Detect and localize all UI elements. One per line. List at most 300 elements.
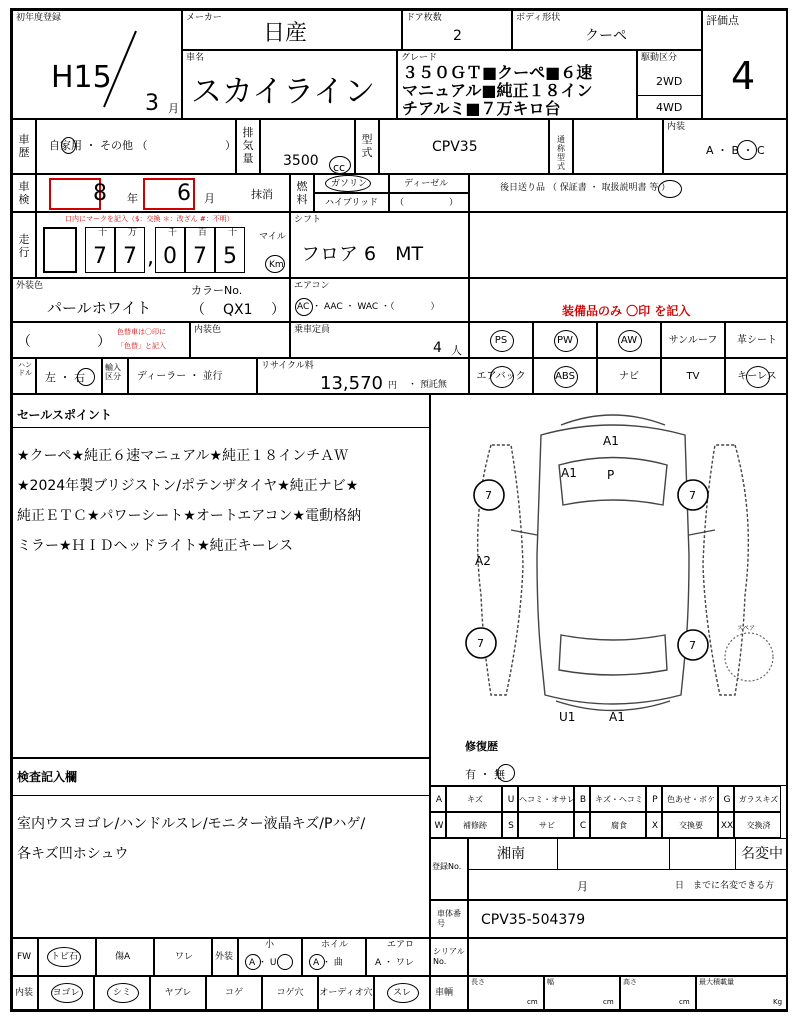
interior-item-label: シミ bbox=[112, 988, 131, 998]
ext-wheel-circle bbox=[309, 954, 325, 970]
front-bumper bbox=[561, 415, 665, 425]
maker-cell bbox=[182, 10, 402, 50]
fuel-gasoline-cell bbox=[314, 174, 389, 193]
drive-label: 駆動区分 bbox=[641, 53, 678, 63]
history-text: 自家用 ・ その他 （ bbox=[49, 139, 148, 152]
first-reg-year: H15 bbox=[51, 60, 112, 95]
interior-cell bbox=[663, 119, 788, 174]
displacement-value: 3500 bbox=[283, 153, 319, 169]
notes-line-1: 室内ウスヨゴレ/ハンドルスレ/モニター液晶キズ/Pハゲ/ bbox=[17, 816, 366, 832]
notes-cell bbox=[12, 758, 430, 938]
odo-digit-4: 5 bbox=[223, 244, 237, 269]
fuel-label-cell bbox=[290, 174, 314, 212]
deregistered: 抹消 bbox=[251, 188, 273, 201]
fw-crack: ワレ bbox=[175, 952, 194, 962]
ac-label: エアコン bbox=[294, 281, 330, 291]
import-label-cell bbox=[102, 358, 128, 394]
load-unit: Kg bbox=[773, 998, 783, 1006]
model-label: 型式 bbox=[361, 133, 373, 159]
ext-wheel-value: A ・ 曲 bbox=[313, 958, 343, 968]
interior-item-circle bbox=[387, 983, 419, 1003]
reg-region: 湘南 bbox=[497, 846, 525, 862]
bottom-ext-label: 外装 bbox=[215, 952, 234, 962]
legend-code bbox=[430, 812, 446, 838]
inspection-year: 8 bbox=[93, 181, 107, 206]
history-circle bbox=[61, 137, 76, 154]
odometer-cell bbox=[36, 212, 290, 278]
odo-comma: , bbox=[147, 245, 154, 270]
int-color-label: 内装色 bbox=[194, 325, 222, 335]
interior-item-3 bbox=[206, 976, 262, 1010]
repair-circle bbox=[497, 764, 515, 782]
legend-desc-text: ヘコミ・オサレ bbox=[519, 795, 575, 804]
reg-label-cell bbox=[430, 838, 468, 900]
ext-small-label: 小 bbox=[265, 940, 275, 950]
legend-code-text: U bbox=[507, 795, 515, 805]
equip-abs bbox=[533, 358, 597, 394]
legend-code bbox=[502, 812, 518, 838]
equip-leather-label: 革シート bbox=[737, 335, 777, 346]
mark-u1-rear: U1 bbox=[559, 710, 576, 724]
ext-small-value: A ・ U bbox=[249, 958, 277, 968]
notes-label: 検査記入欄 bbox=[17, 770, 78, 784]
equip-keyless-circle bbox=[746, 366, 770, 388]
legend-code-text: G bbox=[723, 795, 731, 805]
common-model-label-cell bbox=[549, 119, 573, 174]
equip-ps-label: PS bbox=[494, 335, 508, 346]
fw-item-1 bbox=[96, 938, 154, 976]
sales-points-label: セールスポイント bbox=[17, 408, 112, 422]
ext-aero-label: エアロ bbox=[387, 940, 415, 950]
size-label: 車輌 bbox=[435, 988, 454, 998]
grade-label: グレード bbox=[401, 53, 438, 63]
legend-desc-text: キズ bbox=[467, 795, 483, 804]
chassis-value: CPV35-504379 bbox=[481, 912, 586, 928]
displacement-label: 排気量 bbox=[242, 126, 254, 165]
fuel-circle bbox=[325, 175, 371, 192]
body-cell bbox=[512, 10, 702, 50]
odo-unit-3: 百 bbox=[198, 228, 208, 238]
width-label: 幅 bbox=[547, 978, 554, 986]
fuel-hybrid-cell bbox=[314, 193, 389, 212]
fw-label-cell bbox=[12, 938, 38, 976]
reg-day-text: 日 までに名変できる方 bbox=[675, 881, 775, 891]
ac-circle bbox=[295, 298, 313, 316]
chassis-label: 車体番号 bbox=[437, 909, 461, 928]
drive-2wd: 2WD bbox=[656, 75, 683, 88]
legend-desc bbox=[446, 812, 502, 838]
sales-line-4: ミラー★ＨＩＤヘッドライト★純正キーレス bbox=[17, 538, 293, 554]
handle-circle bbox=[77, 368, 95, 386]
month-unit: 月 bbox=[168, 102, 179, 115]
cc-close: ） bbox=[97, 334, 111, 350]
auction-sheet bbox=[10, 8, 788, 1012]
equip-abs-circle bbox=[554, 366, 578, 388]
color-change-note-1: 色替車は〇印に bbox=[117, 328, 166, 336]
equip-navi bbox=[597, 358, 661, 394]
ext-aero-cell bbox=[366, 938, 430, 976]
interior-item-circle bbox=[51, 983, 83, 1003]
interior-item-label: コゲ穴 bbox=[276, 988, 304, 998]
equip-note-cell bbox=[469, 278, 788, 322]
ext-wheel-cell bbox=[302, 938, 366, 976]
tire-label-rr: 7 bbox=[689, 639, 696, 652]
history-cell bbox=[36, 119, 236, 174]
color-no-label: カラーNo. bbox=[191, 284, 243, 297]
odo-digit-2: 0 bbox=[163, 244, 177, 269]
odo-box-3 bbox=[155, 227, 185, 273]
height-label: 高さ bbox=[623, 978, 637, 986]
post-delivery-text: 後日送り品 （ 保証書 ・ 取扱説明書 等 ） bbox=[500, 183, 671, 193]
odo-box-0 bbox=[43, 227, 77, 273]
spare-label: スペア bbox=[737, 625, 756, 632]
sales-line-3: 純正ＥＴＣ★パワーシート★オートエアコン★電動格納 bbox=[17, 508, 362, 524]
width-cell bbox=[544, 976, 620, 1010]
equip-sunroof bbox=[661, 322, 725, 358]
handle-value: 左 ・ 右 bbox=[45, 371, 85, 384]
mark-p-hood: P bbox=[607, 468, 615, 482]
equip-aw-label: AW bbox=[620, 335, 638, 346]
fuel-diesel-cell bbox=[389, 174, 469, 193]
displacement-cc: cc bbox=[333, 161, 346, 174]
legend-desc-text: 腐食 bbox=[611, 821, 627, 830]
legend-desc bbox=[518, 812, 574, 838]
length-label: 長さ bbox=[471, 978, 485, 986]
fuel-gasoline: ガソリン bbox=[331, 179, 368, 189]
grade-line-1: ３５０ＧＴ■クーペ■６速 bbox=[402, 63, 593, 82]
odo-box-1 bbox=[85, 227, 115, 273]
reg-name-change: 名変中 bbox=[741, 846, 783, 862]
color-no-value: QX1 bbox=[223, 302, 253, 318]
legend-code bbox=[574, 786, 590, 812]
sales-points-cell bbox=[12, 394, 430, 758]
capacity-label: 乗車定員 bbox=[294, 325, 331, 335]
handle-label: ハンドル bbox=[18, 361, 32, 377]
equip-tv bbox=[661, 358, 725, 394]
recycle-cell bbox=[257, 358, 469, 394]
left-mirror bbox=[511, 530, 537, 535]
shift-value: フロア 6 MT bbox=[301, 243, 424, 265]
equip-aw-circle bbox=[618, 330, 642, 352]
odo-unit-0: 十 bbox=[98, 228, 108, 238]
length-unit: cm bbox=[527, 998, 538, 1006]
capacity-unit: 人 bbox=[451, 344, 462, 357]
fw-stone-chip: トビ石 bbox=[51, 952, 79, 962]
interior-item-1 bbox=[94, 976, 150, 1010]
inspection-label: 車検 bbox=[18, 180, 30, 206]
legend-desc-text: 色あせ・ボケ bbox=[667, 795, 715, 804]
interior-item-label: コゲ bbox=[224, 988, 243, 998]
repair-value: 有 ・ 無 bbox=[465, 768, 505, 781]
equip-abs-label: ABS bbox=[555, 371, 575, 382]
bottom-int-label: 内装 bbox=[15, 988, 34, 998]
handle-label-cell bbox=[12, 358, 36, 394]
mileage-note: 口内にマークを記入（$：交換 ＊：改ざん #：不明） bbox=[65, 215, 234, 223]
shift-cell bbox=[290, 212, 469, 278]
equip-pw bbox=[533, 322, 597, 358]
length-cell bbox=[468, 976, 544, 1010]
doors-label: ドア枚数 bbox=[406, 13, 442, 23]
legend-desc bbox=[734, 812, 781, 838]
ext-wheel-label: ホイル bbox=[321, 940, 349, 950]
equip-pw-label: PW bbox=[557, 335, 573, 346]
slash-mark bbox=[98, 29, 148, 109]
legend-desc bbox=[518, 786, 574, 812]
fuel-hybrid: ハイブリッド bbox=[325, 198, 379, 208]
mark-a1-hood: A1 bbox=[561, 466, 577, 480]
legend-code-text: XX bbox=[720, 821, 734, 831]
odo-box-5 bbox=[215, 227, 245, 273]
maker-label: メーカー bbox=[186, 13, 222, 23]
interior-item-4 bbox=[262, 976, 318, 1010]
car-name: スカイライン bbox=[191, 74, 376, 110]
odo-unit-2: 千 bbox=[168, 228, 178, 238]
odo-digit-0: 7 bbox=[93, 244, 107, 269]
body-label: ボディ形状 bbox=[516, 13, 561, 23]
odo-digit-3: 7 bbox=[193, 244, 207, 269]
repair-label: 修復歴 bbox=[465, 740, 498, 753]
capacity-value: 4 bbox=[433, 340, 442, 356]
legend-code-text: W bbox=[434, 821, 444, 831]
odo-box-2 bbox=[115, 227, 145, 273]
history-close: ） bbox=[225, 139, 236, 152]
displacement-label-cell bbox=[236, 119, 260, 174]
tire-label-rl: 7 bbox=[477, 637, 484, 650]
interior-item-label: ヨゴレ bbox=[52, 988, 80, 998]
legend-desc bbox=[590, 812, 646, 838]
inspection-month-unit: 月 bbox=[204, 192, 215, 205]
fw-circle bbox=[47, 947, 81, 967]
legend-desc bbox=[662, 786, 718, 812]
fw-item-2 bbox=[154, 938, 212, 976]
common-model-label: 通称型式 bbox=[557, 135, 565, 171]
equip-airbag-label: エアバック bbox=[476, 371, 526, 382]
ext-label-cell bbox=[212, 938, 238, 976]
ac-options: AC ・ AAC ・ WAC ・（ ） bbox=[297, 302, 440, 312]
width-unit: cm bbox=[603, 998, 614, 1006]
interior-item-label: スレ bbox=[392, 988, 411, 998]
handle-cell bbox=[36, 358, 102, 394]
first-registration-cell bbox=[12, 10, 182, 119]
equip-sunroof-label: サンルーフ bbox=[668, 335, 718, 346]
import-value: ディーラー ・ 並行 bbox=[137, 371, 223, 382]
int-label-cell bbox=[12, 976, 38, 1010]
legend-code bbox=[718, 812, 734, 838]
size-label-cell bbox=[430, 976, 468, 1010]
tire-label-fl: 7 bbox=[485, 489, 492, 502]
color-no-open: （ bbox=[191, 302, 205, 318]
spare-tire bbox=[725, 633, 773, 681]
int-color-cell bbox=[190, 322, 290, 358]
inspection-year-unit: 年 bbox=[127, 192, 138, 205]
fuel-label: 燃料 bbox=[296, 180, 308, 206]
mark-a1-front: A1 bbox=[603, 434, 619, 448]
legend-desc-text: 交換要 bbox=[679, 821, 703, 830]
capacity-cell bbox=[290, 322, 469, 358]
legend-desc bbox=[734, 786, 781, 812]
height-cell bbox=[620, 976, 696, 1010]
odo-digit-1: 7 bbox=[123, 244, 137, 269]
legend-code bbox=[718, 786, 734, 812]
legend-code bbox=[430, 786, 446, 812]
rear-glass bbox=[559, 635, 667, 675]
color-change-cell bbox=[12, 322, 190, 358]
equip-note: 装備品のみ 〇印 を記入 bbox=[562, 304, 691, 318]
equip-ps-circle bbox=[490, 330, 514, 352]
tire-label-fr: 7 bbox=[689, 489, 696, 502]
recycle-yen: 円 bbox=[388, 381, 398, 391]
interior-item-5 bbox=[318, 976, 374, 1010]
legend-code bbox=[574, 812, 590, 838]
inspection-label-cell bbox=[12, 174, 36, 212]
odo-unit-4: 十 bbox=[228, 228, 238, 238]
load-label: 最大積載量 bbox=[699, 978, 734, 986]
grade-line-3: チアルミ■７万キロ台 bbox=[402, 99, 561, 118]
serial-label: シリアルNo. bbox=[433, 947, 465, 966]
recycle-value: 13,570 bbox=[320, 373, 383, 394]
height-unit: cm bbox=[679, 998, 690, 1006]
legend-code-text: B bbox=[579, 795, 587, 805]
history-label-cell bbox=[12, 119, 36, 174]
legend-code-text: P bbox=[652, 795, 658, 805]
fuel-other-cell bbox=[389, 193, 469, 212]
score-cell bbox=[702, 10, 788, 119]
body-value: クーペ bbox=[585, 28, 627, 44]
legend-code bbox=[646, 786, 662, 812]
right-mirror bbox=[689, 530, 715, 535]
equip-tv-label: TV bbox=[686, 371, 700, 382]
grade-cell bbox=[397, 50, 637, 119]
reg-label: 登録No. bbox=[432, 862, 462, 871]
first-reg-month: 3 bbox=[145, 91, 159, 116]
first-reg-label: 初年度登録 bbox=[16, 13, 62, 23]
legend-code-text: S bbox=[508, 821, 514, 831]
fuel-other: （ ） bbox=[395, 198, 459, 208]
ext-small-circle-a bbox=[245, 954, 261, 970]
mark-a2-side: A2 bbox=[475, 554, 491, 568]
legend-desc-text: キズ・ヘコミ bbox=[595, 795, 643, 804]
odo-box-4 bbox=[185, 227, 215, 273]
history-label: 車歴 bbox=[18, 133, 30, 159]
model-cell bbox=[379, 119, 549, 174]
chassis-label-cell bbox=[430, 900, 468, 938]
interior-item-label: ヤブレ bbox=[164, 988, 192, 998]
load-cell bbox=[696, 976, 788, 1010]
inspection-month: 6 bbox=[177, 181, 191, 206]
post-delivery-cell bbox=[469, 174, 788, 212]
maker-value: 日産 bbox=[263, 21, 308, 46]
car-name-label: 車名 bbox=[186, 53, 205, 63]
ext-color-cell bbox=[12, 278, 290, 322]
interior-label: 内装 bbox=[667, 122, 686, 132]
legend-desc-text: ガラスキズ bbox=[738, 795, 779, 804]
reg-month: 月 bbox=[577, 880, 588, 893]
sales-line-1: ★クーペ★純正６速マニュアル★純正１８インチＡＷ bbox=[17, 448, 349, 464]
common-model-cell bbox=[573, 119, 663, 174]
legend-desc-text: 交換済 bbox=[746, 821, 771, 830]
equip-navi-label: ナビ bbox=[619, 371, 639, 382]
import-label: 輸入区分 bbox=[105, 363, 121, 381]
equip-pw-circle bbox=[554, 330, 578, 352]
car-name-cell bbox=[182, 50, 397, 119]
displacement-cell bbox=[260, 119, 355, 174]
post-delivery-blank bbox=[469, 212, 788, 278]
legend-desc-text: サビ bbox=[539, 821, 555, 830]
equip-aw bbox=[597, 322, 661, 358]
chassis-cell bbox=[468, 900, 788, 938]
score-label: 評価点 bbox=[706, 14, 739, 27]
equip-keyless bbox=[725, 358, 788, 394]
equip-keyless-label: キーレス bbox=[737, 371, 777, 382]
import-cell bbox=[128, 358, 257, 394]
equip-ps bbox=[469, 322, 533, 358]
ext-color-value: パールホワイト bbox=[47, 299, 152, 317]
shift-label: シフト bbox=[294, 215, 322, 225]
interior-grades: A ・ B ・ C bbox=[706, 144, 765, 157]
mileage-label-cell bbox=[12, 212, 36, 278]
legend-desc bbox=[446, 786, 502, 812]
legend-code bbox=[502, 786, 518, 812]
diagram-cell bbox=[430, 394, 788, 786]
ac-cell bbox=[290, 278, 469, 322]
color-change-note-2: 「色替」と記入 bbox=[117, 342, 166, 350]
fw-scratch: 傷A bbox=[115, 952, 131, 962]
notes-line-2: 各キズ凹ホシュウ bbox=[17, 846, 129, 862]
legend-desc bbox=[662, 812, 718, 838]
interior-item-6 bbox=[374, 976, 430, 1010]
km-circle bbox=[265, 255, 285, 273]
interior-item-0 bbox=[38, 976, 94, 1010]
score-value: 4 bbox=[731, 54, 756, 98]
mile-label: マイル bbox=[259, 232, 286, 242]
fw-item-0 bbox=[38, 938, 96, 976]
doors-cell bbox=[402, 10, 512, 50]
ext-small-cell bbox=[238, 938, 302, 976]
fw-label: FW bbox=[17, 952, 32, 962]
doors-value: 2 bbox=[453, 28, 462, 44]
drive-4wd: 4WD bbox=[656, 101, 683, 114]
legend-code-text: A bbox=[435, 795, 443, 805]
inspection-cell bbox=[36, 174, 290, 212]
equip-leather bbox=[725, 322, 788, 358]
ext-small-circle-u bbox=[277, 954, 293, 970]
equip-airbag-circle bbox=[490, 366, 514, 388]
recycle-label: リサイクル料 bbox=[261, 361, 314, 371]
serial-label-cell bbox=[430, 938, 468, 976]
equip-airbag bbox=[469, 358, 533, 394]
legend-desc bbox=[590, 786, 646, 812]
model-label-cell bbox=[355, 119, 379, 174]
cc-open: （ bbox=[17, 334, 31, 350]
interior-item-circle bbox=[107, 983, 139, 1003]
sales-line-2: ★2024年製ブリジストン/ポテンザタイヤ★純正ナビ★ bbox=[17, 478, 359, 494]
cc-circle bbox=[329, 156, 351, 174]
mileage-label: 走行 bbox=[18, 233, 30, 259]
km-label: Km bbox=[269, 260, 284, 270]
legend-desc-text: 補修跡 bbox=[463, 821, 487, 830]
grade-line-2: マニュアル■純正１８イン bbox=[402, 81, 593, 100]
ext-aero-value: A ・ ワレ bbox=[375, 958, 414, 968]
interior-item-2 bbox=[150, 976, 206, 1010]
drive-cell bbox=[637, 50, 702, 119]
legend-code-text: C bbox=[579, 821, 587, 831]
mark-a1-rear: A1 bbox=[609, 710, 625, 724]
post-delivery-circle bbox=[658, 180, 682, 198]
color-no-close: ） bbox=[271, 302, 285, 318]
odo-unit-1: 万 bbox=[128, 228, 138, 238]
serial-cell bbox=[468, 938, 788, 976]
fuel-diesel: ディーゼル bbox=[404, 179, 449, 189]
